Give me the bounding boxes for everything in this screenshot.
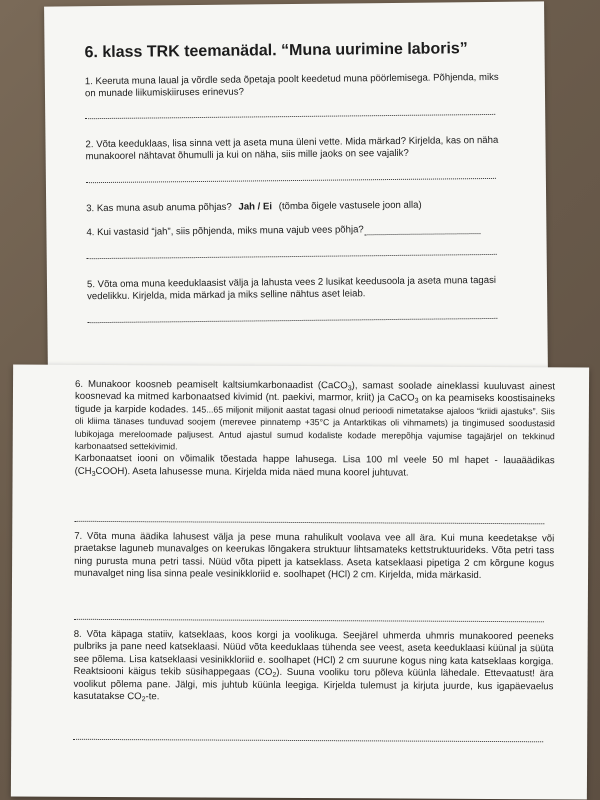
question-1: 1. Keeruta muna laual ja võrdle seda õpetaja poolt keedetud muna pöörlemisega. Põhjenda, miks on munade liikumiskiiruses erinevus? <box>84 71 499 100</box>
question-3 <box>86 199 526 216</box>
answer-line-2[interactable] <box>86 178 496 183</box>
subscript: 2 <box>272 672 277 680</box>
subscript: 3 <box>347 385 352 393</box>
question-2: 2. Võta keeduklaas, lisa sinna vett ja aseta muna üleni vette. Mida märkad? Kirjelda, kas on näha munakoorel nähtavat õhumulli ja kui on näha, siis mille jaoks on see vajalik? <box>85 134 499 163</box>
question-6-task-end: COOH). Aseta lahusesse muna. Kirjelda mida näed muna koorel juhtuvat. <box>95 465 409 479</box>
answer-line-4a[interactable] <box>364 233 480 235</box>
question-8 <box>73 629 553 706</box>
question-6-task: Karbonaatset iooni on võimalik tõestada happe lahusega. Lisa 100 ml veele 50 ml hapet - lauaäädikas (CH <box>74 453 555 477</box>
answer-line-6[interactable] <box>74 521 544 524</box>
question-6 <box>75 379 556 481</box>
subscript: 3 <box>414 398 419 406</box>
question-7: 7. Võta muna äädika lahusest välja ja pese muna rahulikult voolava vee all ära. Kui muna keedetakse või praetakse laguneb munavalges on keerukas lõngakera struktuur lihtsamateks kettstruktuurideks. Võta petri tass ning purusta muna petri tassi. Nüüd võta pipett ja katseklass. Aseta katseklaasi pipetiga 2 cm kõrgune kogus munavalget ning lisa sinna peale vesinikkloriid e. soolhapet (HCl) 2 cm. Kirjelda, mida märkasid. <box>74 530 555 582</box>
question-3-note: (tõmba õigele vastusele joon alla) <box>278 199 422 213</box>
subscript: 2 <box>141 696 146 704</box>
question-8-text-cont: ). Suuna vooliku toru põleva küünla lähedale. Ettevaatust! ära voolikut põlema pane. Jälgi, mis juhtub küünla leegiga. Kirjelda tulemust ja kirjuta juurde, kus igapäevaelus kasutatakse CO <box>73 667 554 703</box>
page-title: 6. klass TRK teemanädal. “Muna uurimine laboris” <box>84 40 468 62</box>
answer-line-7[interactable] <box>74 619 544 622</box>
answer-line-8[interactable] <box>73 739 543 742</box>
question-6-intro-end: on ka peamiseks koostisaineks tigude ja karpide kodades. <box>74 393 555 416</box>
worksheet-page-2 <box>11 364 589 799</box>
yes-no-choice[interactable]: Jah / Ei <box>238 201 273 213</box>
answer-line-1[interactable] <box>85 114 495 119</box>
question-8-text: 8. Võta käpaga statiiv, katseklaas, koos korgi ja voolikuga. Seejärel uhmerda uhmris munakoored peeneks pulbriks ja pane need katseklaasi. Nüüd võta keeduklaas tühenda see veest, aseta keeduklaasi küünal ja süüta see põlema. Lisa katseklaasi vesinikkloriid e. soolhapet (HCl) 2 cm suurune kogus ning kata katseklaas korgiga. Reaktsiooni käigus tekib süsihappegaas (CO <box>73 628 554 679</box>
answer-line-4b[interactable] <box>87 254 497 259</box>
question-4: 4. Kui vastasid “jah”, siis põhjenda, miks muna vajub vees põhja? <box>86 224 364 239</box>
question-3-text: 3. Kas muna asub anuma põhjas? <box>86 201 232 215</box>
answer-line-5[interactable] <box>87 318 497 323</box>
worksheet-page-1 <box>44 1 548 378</box>
question-6-intro: 6. Munakoor koosneb peamiselt kaltsiumkarbonaadist (CaCO <box>75 378 348 392</box>
question-5: 5. Võta oma muna keeduklaasist välja ja lahusta vees 2 lusikat keedusoola ja aseta muna tagasi vedelikku. Kirjelda, mida märkad ja miks selline nähtus aset leiab. <box>86 274 497 303</box>
subscript: 3 <box>91 470 96 478</box>
question-6-intro-cont: ), samast soolade aineklassi kuuluvast ainest koosnevad ka mitmed karbonaatsed kivimid (nt. paekivi, marmor, kriit) ja CaCO <box>74 380 556 405</box>
question-8-text-end: -te. <box>145 691 160 703</box>
question-6-history: 145...65 miljonit miljonit aastat tagasi olnud perioodi nimetatakse ajaloos “kriidi ajastuks”. Siis oli kliima tänases tunduvad soojem (merevee pinnatemp +35°C ja Antarktikas oli vihmamets) ja tingimused soodustasid lubikojaga mereloomade paljusest. Antud ajastul sumud kodaliste kodade merepõhja vajumise tagajärjel on tekkinud karbonaatsed settekivimid. <box>74 404 555 452</box>
